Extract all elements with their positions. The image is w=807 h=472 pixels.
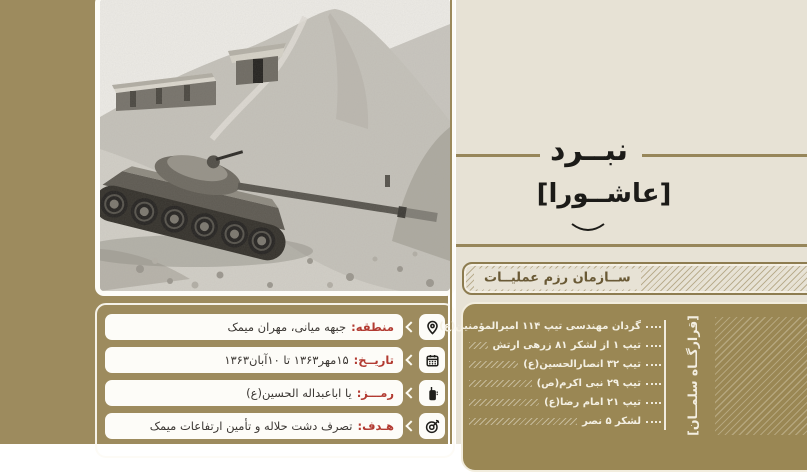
- battle-subtitle: [عاشــورا]: [536, 179, 672, 209]
- unit-row: [469, 336, 661, 355]
- decorative-hatch-block: [715, 317, 807, 435]
- date-value: ۱۵مهر۱۳۶۳ تا ۱۰آبان۱۳۶۳: [224, 353, 349, 367]
- dotted-leader: [646, 345, 661, 347]
- dotted-leader: [646, 421, 661, 423]
- dotted-leader: [646, 402, 661, 404]
- region-value: جبهه میانی، مهران میمک: [227, 320, 347, 334]
- hatch-filler: [469, 399, 539, 406]
- unit-name: گردان مهندسی تیپ ۱۱۴ امیرالمؤمنین(ع): [439, 321, 641, 332]
- codename-value-box: [105, 380, 403, 406]
- target-icon: [419, 413, 445, 439]
- objective-value-box: [105, 413, 403, 439]
- hatch-filler: [469, 361, 518, 368]
- unit-row: [469, 374, 661, 393]
- photo-frame: [95, 0, 455, 296]
- hatch-filler: [469, 380, 532, 387]
- objective-value: تصرف دشت حلاله و تأمین ارتفاعات میمک: [149, 419, 353, 433]
- title-chevron-icon: [570, 222, 606, 234]
- dotted-leader: [646, 383, 661, 385]
- vertical-divider-rule: [450, 0, 452, 444]
- chevron-left-icon: [407, 347, 415, 373]
- date-value-box: [105, 347, 403, 373]
- unit-bracket-rule: [664, 320, 666, 430]
- unit-row: [469, 412, 661, 431]
- radio-icon: [419, 380, 445, 406]
- hq-label-container: [675, 314, 709, 436]
- hq-label: [قرارگــاه سلمــان]: [684, 314, 700, 436]
- operations-header-bar: [462, 262, 807, 295]
- unit-name: تیپ ۲۱ امام رضا(ع): [544, 397, 641, 408]
- unit-name: لشکر ۵ نصر: [582, 416, 641, 427]
- section-rule: [456, 244, 807, 247]
- unit-row: [469, 355, 661, 374]
- dotted-leader: [646, 326, 661, 328]
- region-value-box: [105, 314, 403, 340]
- operations-header-label: ســازمان رزم عملیــات: [474, 268, 641, 289]
- operations-panel: [439, 302, 807, 472]
- title-rule-right: [642, 154, 807, 157]
- info-row-date: [105, 347, 445, 373]
- info-row-region: [105, 314, 445, 340]
- unit-name: تیپ ۱ از لشکر ۸۱ زرهی ارتش: [492, 340, 641, 351]
- battlefield-photo: [100, 0, 450, 291]
- date-label: تاریــخ:: [353, 353, 394, 367]
- hatch-filler: [469, 418, 577, 425]
- unit-row: [469, 393, 661, 412]
- info-row-codename: [105, 380, 445, 406]
- objective-label: هـدف:: [357, 419, 394, 433]
- title-rule-left: [456, 154, 540, 157]
- codename-label: رمـــز:: [356, 386, 394, 400]
- right-page-panel: [439, 0, 807, 444]
- unit-name: تیپ ۳۲ انصارالحسین(ع): [523, 359, 641, 370]
- calendar-icon: [419, 347, 445, 373]
- unit-name: تیپ ۲۹ نبی اکرم(ص): [536, 378, 641, 389]
- chevron-left-icon: [407, 413, 415, 439]
- codename-value: یا اباعبداله الحسین(ع): [246, 386, 352, 400]
- hatch-filler: [469, 342, 488, 349]
- unit-row: [439, 317, 661, 336]
- dotted-leader: [646, 364, 661, 366]
- region-label: منطقه:: [351, 320, 394, 334]
- unit-list: [439, 317, 661, 431]
- battle-title: نبــرد: [549, 133, 629, 168]
- chevron-left-icon: [407, 314, 415, 340]
- battle-info-panel: [95, 303, 455, 458]
- chevron-left-icon: [407, 380, 415, 406]
- info-row-objective: [105, 413, 445, 439]
